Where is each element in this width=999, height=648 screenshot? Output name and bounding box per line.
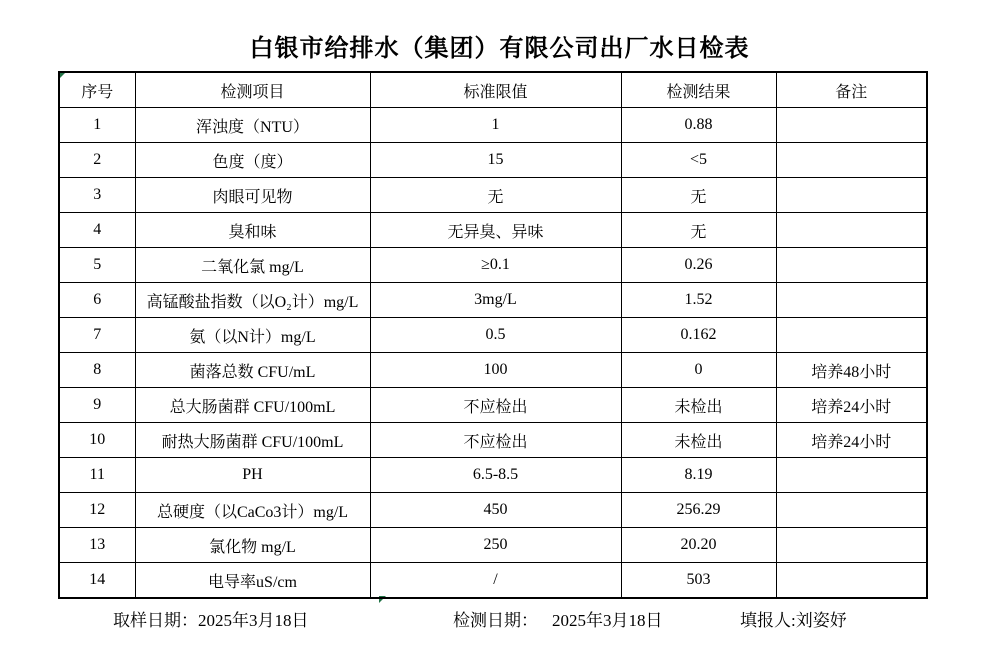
item-cell: 总硬度（以CaCo3计）mg/L <box>135 493 370 528</box>
item-cell: 氨（以N计）mg/L <box>135 318 370 353</box>
result-cell: 未检出 <box>621 423 776 458</box>
remark-cell: 培养24小时 <box>776 423 927 458</box>
row-no-cell: 3 <box>59 178 135 213</box>
item-cell: 菌落总数 CFU/mL <box>135 353 370 388</box>
remark-cell <box>776 493 927 528</box>
table-row <box>59 458 927 493</box>
remark-cell <box>776 563 927 599</box>
test-date-label: 检测日期： <box>453 611 538 630</box>
limit-cell: 无异臭、异味 <box>370 213 621 248</box>
item-cell: 氯化物 mg/L <box>135 528 370 563</box>
row-no-cell: 11 <box>59 458 135 493</box>
limit-cell: 3mg/L <box>370 283 621 318</box>
test-date-value: 2025年3月18日 <box>552 611 663 630</box>
remark-cell <box>776 528 927 563</box>
row-no-cell: 8 <box>59 353 135 388</box>
table-row <box>59 493 927 528</box>
inspection-table <box>58 71 928 599</box>
table-row <box>59 528 927 563</box>
table-row <box>59 143 927 178</box>
remark-cell <box>776 283 927 318</box>
table-row <box>59 318 927 353</box>
table-row <box>59 248 927 283</box>
column-header-result: 检测结果 <box>621 72 776 108</box>
result-cell: 8.19 <box>621 458 776 493</box>
table-row <box>59 353 927 388</box>
remark-cell <box>776 108 927 143</box>
column-header-no: 序号 <box>59 72 135 108</box>
result-cell: 503 <box>621 563 776 599</box>
row-no-cell: 4 <box>59 213 135 248</box>
result-cell: 无 <box>621 213 776 248</box>
result-cell: 0.162 <box>621 318 776 353</box>
table-row <box>59 388 927 423</box>
result-cell: 20.20 <box>621 528 776 563</box>
row-no-cell: 13 <box>59 528 135 563</box>
table-row <box>59 423 927 458</box>
item-cell: 肉眼可见物 <box>135 178 370 213</box>
item-cell: 电导率uS/cm <box>135 563 370 599</box>
item-cell: 耐热大肠菌群 CFU/100mL <box>135 423 370 458</box>
limit-cell: 不应检出 <box>370 423 621 458</box>
remark-cell: 培养48小时 <box>776 353 927 388</box>
result-cell: 0.88 <box>621 108 776 143</box>
table-row <box>59 108 927 143</box>
item-cell: 总大肠菌群 CFU/100mL <box>135 388 370 423</box>
remark-cell <box>776 213 927 248</box>
row-no-cell: 5 <box>59 248 135 283</box>
table-header-row <box>59 72 927 108</box>
limit-cell: 100 <box>370 353 621 388</box>
remark-cell <box>776 458 927 493</box>
column-header-limit: 标准限值 <box>370 72 621 108</box>
result-cell: 1.52 <box>621 283 776 318</box>
result-cell: 未检出 <box>621 388 776 423</box>
item-cell: 臭和味 <box>135 213 370 248</box>
remark-cell <box>776 143 927 178</box>
row-no-cell: 6 <box>59 283 135 318</box>
table-row <box>59 563 927 599</box>
sampling-date <box>113 606 309 631</box>
row-no-cell: 14 <box>59 563 135 599</box>
row-no-cell: 10 <box>59 423 135 458</box>
page-title: 白银市给排水（集团）有限公司出厂水日检表 <box>249 36 750 62</box>
sampling-date-value: 2025年3月18日 <box>198 611 309 630</box>
limit-cell: / <box>370 563 621 599</box>
table-row <box>59 178 927 213</box>
limit-cell: 无 <box>370 178 621 213</box>
table-row <box>59 213 927 248</box>
remark-cell <box>776 178 927 213</box>
row-no-cell: 2 <box>59 143 135 178</box>
item-cell: 色度（度） <box>135 143 370 178</box>
row-no-cell: 12 <box>59 493 135 528</box>
limit-cell: 0.5 <box>370 318 621 353</box>
column-header-remark: 备注 <box>776 72 927 108</box>
limit-cell: 15 <box>370 143 621 178</box>
row-no-cell: 7 <box>59 318 135 353</box>
item-cell: 高锰酸盐指数（以O₂计）mg/L <box>135 283 370 318</box>
table-row <box>59 283 927 318</box>
remark-cell <box>776 318 927 353</box>
sampling-date-label: 取样日期： <box>113 611 198 630</box>
result-cell: 256.29 <box>621 493 776 528</box>
reporter-label: 填报人: <box>740 611 796 630</box>
limit-cell: 不应检出 <box>370 388 621 423</box>
result-cell: 无 <box>621 178 776 213</box>
result-cell: 0 <box>621 353 776 388</box>
remark-cell: 培养24小时 <box>776 388 927 423</box>
item-cell: PH <box>135 458 370 493</box>
row-no-cell: 9 <box>59 388 135 423</box>
item-cell: 二氧化氯 mg/L <box>135 248 370 283</box>
limit-cell: 1 <box>370 108 621 143</box>
reporter <box>740 606 847 631</box>
result-cell: <5 <box>621 143 776 178</box>
limit-cell: 6.5-8.5 <box>370 458 621 493</box>
limit-cell: 250 <box>370 528 621 563</box>
result-cell: 0.26 <box>621 248 776 283</box>
limit-cell: 450 <box>370 493 621 528</box>
reporter-name: 刘姿妤 <box>795 611 847 630</box>
column-header-item: 检测项目 <box>135 72 370 108</box>
item-cell: 浑浊度（NTU） <box>135 108 370 143</box>
limit-cell: ≥0.1 <box>370 248 621 283</box>
row-no-cell: 1 <box>59 108 135 143</box>
remark-cell <box>776 248 927 283</box>
test-date <box>453 606 663 631</box>
